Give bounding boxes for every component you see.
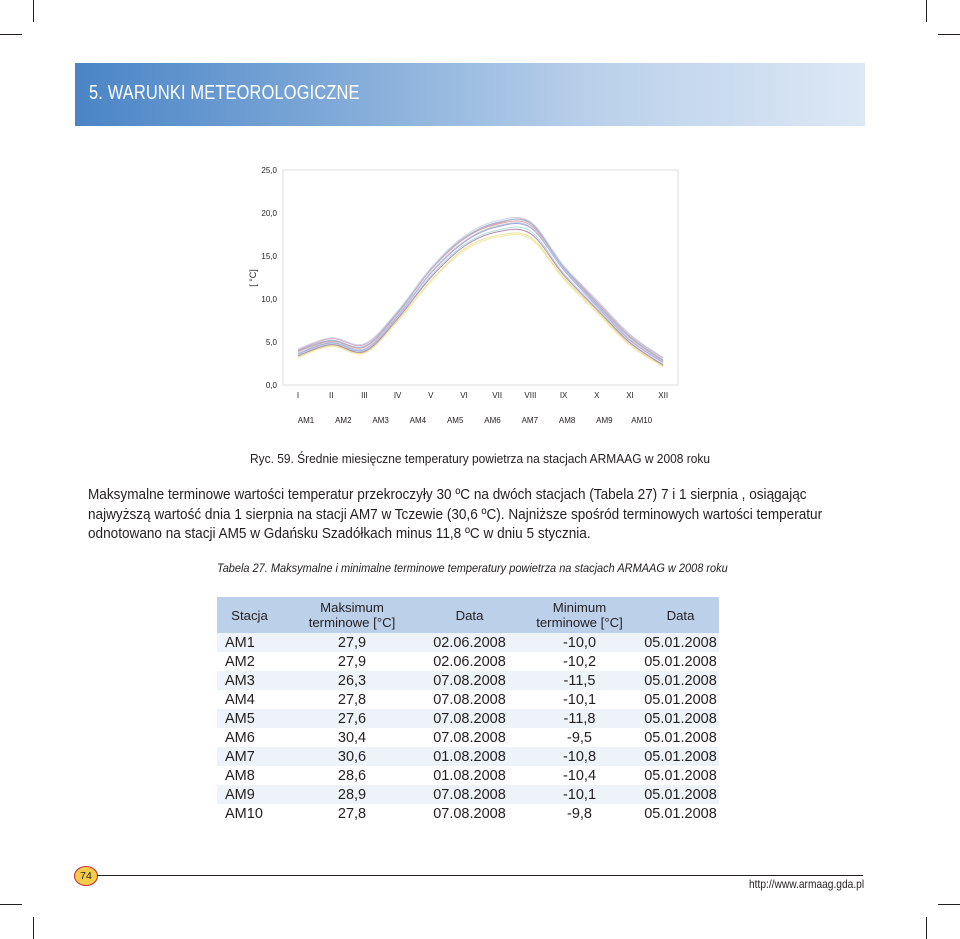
- crop-mark: [926, 0, 927, 22]
- crop-mark: [33, 917, 34, 939]
- series-line-am1: [298, 224, 663, 363]
- series-line-am8: [298, 217, 663, 357]
- x-tick-label: VIII: [524, 391, 537, 400]
- min-value-cell: -10,0: [517, 633, 642, 652]
- max-value-cell: 30,4: [282, 728, 422, 747]
- min-date-cell: 05.01.2008: [642, 709, 719, 728]
- x-tick-label: XI: [626, 391, 634, 400]
- min-value-cell: -11,8: [517, 709, 642, 728]
- y-tick-label: 5,0: [265, 338, 277, 347]
- max-value-cell: 27,8: [282, 804, 422, 823]
- max-date-cell: 07.08.2008: [422, 690, 517, 709]
- x-tick-labels: [297, 391, 668, 400]
- max-date-cell: 07.08.2008: [422, 671, 517, 690]
- crop-mark: [0, 34, 22, 35]
- max-value-cell: 27,6: [282, 709, 422, 728]
- legend-item: AM8: [558, 416, 576, 425]
- station-cell: AM4: [217, 690, 282, 709]
- page-number: 74: [74, 866, 98, 886]
- max-value-cell: 26,3: [282, 671, 422, 690]
- figure-caption: Ryc. 59. Średnie miesięczne temperatury powietrza na stacjach ARMAAG w 2008 roku: [249, 451, 710, 466]
- table-row: [217, 690, 719, 709]
- station-cell: AM7: [217, 747, 282, 766]
- table-title: Tabela 27. Maksymalne i minimalne terminowe temperatury powietrza na stacjach ARMAAG w 2008 roku: [217, 561, 728, 575]
- y-tick-label: 15,0: [261, 252, 277, 261]
- table-row: [217, 747, 719, 766]
- header-max-date: Data: [422, 597, 517, 633]
- min-value-cell: -9,8: [517, 804, 642, 823]
- section-title: 5. WARUNKI METEOROLOGICZNE: [89, 82, 360, 104]
- legend-item: AM6: [484, 416, 501, 425]
- max-value-cell: 28,6: [282, 766, 422, 785]
- header-max-text: Maksimum terminowe [°C]: [308, 600, 396, 630]
- max-date-cell: 07.08.2008: [422, 728, 517, 747]
- min-date-cell: 05.01.2008: [642, 785, 719, 804]
- y-tick-label: 0,0: [265, 381, 277, 390]
- station-cell: AM6: [217, 728, 282, 747]
- x-tick-label: V: [428, 391, 434, 400]
- max-date-cell: 07.08.2008: [422, 785, 517, 804]
- legend-item: AM3: [372, 416, 389, 425]
- table-row: [217, 766, 719, 785]
- footer-divider: [97, 875, 863, 876]
- legend-item: AM10: [631, 416, 653, 425]
- min-date-cell: 05.01.2008: [642, 652, 719, 671]
- header-station: Stacja: [217, 597, 282, 633]
- max-value-cell: 27,9: [282, 633, 422, 652]
- min-value-cell: -9,5: [517, 728, 642, 747]
- station-cell: AM2: [217, 652, 282, 671]
- station-cell: AM1: [217, 633, 282, 652]
- x-tick-label: IV: [393, 391, 402, 400]
- min-date-cell: 05.01.2008: [642, 766, 719, 785]
- min-value-cell: -11,5: [517, 671, 642, 690]
- max-value-cell: 27,9: [282, 652, 422, 671]
- section-header: [75, 63, 865, 126]
- x-tick-label: I: [296, 391, 300, 400]
- table-header-row: [217, 597, 719, 633]
- footer-url: http://www.armaag.gda.pl: [749, 877, 865, 891]
- table-row: [217, 709, 719, 728]
- max-value-cell: 30,6: [282, 747, 422, 766]
- table-row: [217, 785, 719, 804]
- min-date-cell: 05.01.2008: [642, 671, 719, 690]
- header-min-date: Data: [642, 597, 719, 633]
- paragraph-line: najwyższą wartość dnia 1 sierpnia na stacji AM7 w Tczewie (30,6 ºC). Najniższe spośród terminowych wartości temperatur: [88, 506, 823, 523]
- max-value-cell: 27,8: [282, 690, 422, 709]
- min-date-cell: 05.01.2008: [642, 747, 719, 766]
- header-max: [282, 597, 422, 633]
- min-value-cell: -10,2: [517, 652, 642, 671]
- x-tick-label: II: [328, 391, 334, 400]
- station-cell: AM8: [217, 766, 282, 785]
- table-row: [217, 633, 719, 652]
- min-date-cell: 05.01.2008: [642, 633, 719, 652]
- series-line-am9: [298, 223, 663, 362]
- x-tick-label: XII: [658, 391, 669, 400]
- station-cell: AM3: [217, 671, 282, 690]
- crop-mark: [33, 0, 34, 22]
- y-tick-label: 20,0: [261, 209, 277, 218]
- min-value-cell: -10,4: [517, 766, 642, 785]
- station-cell: AM10: [217, 804, 282, 823]
- header-min: [517, 597, 642, 633]
- min-value-cell: -10,8: [517, 747, 642, 766]
- station-cell: AM9: [217, 785, 282, 804]
- crop-mark: [938, 34, 960, 35]
- legend-item: AM9: [596, 416, 613, 425]
- table-row: [217, 652, 719, 671]
- crop-mark: [926, 917, 927, 939]
- temperature-chart: [240, 150, 700, 435]
- max-date-cell: 01.08.2008: [422, 766, 517, 785]
- x-tick-label: VII: [492, 391, 503, 400]
- max-date-cell: 07.08.2008: [422, 709, 517, 728]
- header-min-text: Minimum terminowe [°C]: [536, 600, 623, 630]
- legend-item: AM4: [409, 416, 427, 425]
- body-paragraph: [88, 486, 878, 545]
- y-tick-label: 10,0: [261, 295, 277, 304]
- y-tick-label: 25,0: [261, 166, 277, 175]
- min-date-cell: 05.01.2008: [642, 690, 719, 709]
- y-tick-labels: [261, 166, 277, 390]
- station-cell: AM5: [217, 709, 282, 728]
- x-tick-label: VI: [460, 391, 468, 400]
- paragraph-line: Maksymalne terminowe wartości temperatur przekroczyły 30 ºC na dwóch stacjach (Tabela 27) 7 i 1 sierpnia , osiągając: [88, 487, 807, 503]
- temperature-table: [217, 597, 719, 823]
- series-lines: [298, 217, 663, 367]
- max-date-cell: 07.08.2008: [422, 804, 517, 823]
- legend-item: AM1: [297, 416, 315, 425]
- legend-item: AM7: [521, 416, 539, 425]
- min-value-cell: -10,1: [517, 785, 642, 804]
- legend-item: AM2: [335, 416, 352, 425]
- table-row: [217, 804, 719, 823]
- max-date-cell: 01.08.2008: [422, 747, 517, 766]
- table-row: [217, 671, 719, 690]
- paragraph-line: odnotowano na stacji AM5 w Gdańsku Szadółkach minus 11,8 ºC w dniu 5 stycznia.: [88, 526, 591, 542]
- max-date-cell: 02.06.2008: [422, 633, 517, 652]
- crop-mark: [938, 904, 960, 905]
- crop-mark: [0, 904, 22, 905]
- y-axis-label: [ °C]: [248, 269, 258, 287]
- max-date-cell: 02.06.2008: [422, 652, 517, 671]
- x-tick-label: X: [594, 391, 600, 400]
- x-tick-label: IX: [559, 391, 568, 400]
- chart-legend: [298, 416, 653, 425]
- max-value-cell: 28,9: [282, 785, 422, 804]
- min-date-cell: 05.01.2008: [642, 728, 719, 747]
- plot-area-border: [283, 170, 678, 385]
- legend-item: AM5: [446, 416, 464, 425]
- x-tick-label: III: [361, 391, 368, 400]
- min-value-cell: -10,1: [517, 690, 642, 709]
- min-date-cell: 05.01.2008: [642, 804, 719, 823]
- table-row: [217, 728, 719, 747]
